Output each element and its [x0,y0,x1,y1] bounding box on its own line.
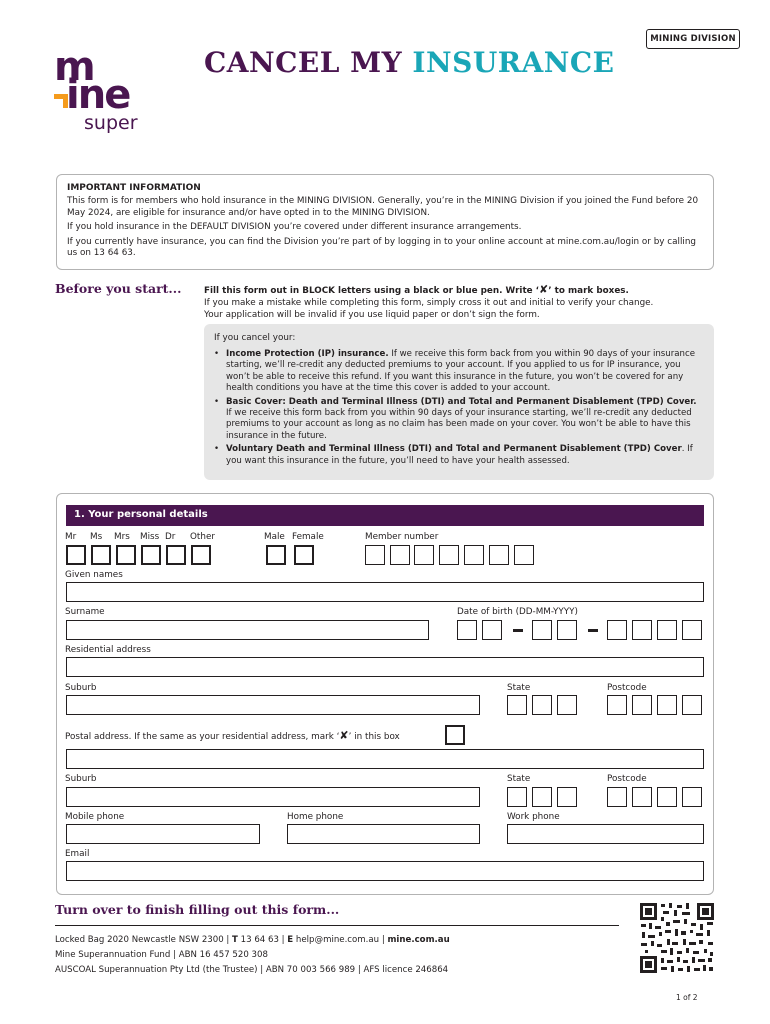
dob-separator-2 [588,629,598,632]
gender-label-female: Female [292,532,324,542]
mobile-phone-field[interactable] [66,824,260,844]
home-phone-label: Home phone [287,812,344,822]
title-label-miss: Miss [140,532,160,542]
dob-year-box-3[interactable] [657,620,677,640]
instruction-line-2: If you make a mistake while completing this form, simply cross it out and initial to verify your change. [204,297,654,308]
title-checkbox-dr[interactable] [166,545,186,565]
important-info-box [56,174,714,270]
residential-address-label: Residential address [65,645,151,655]
res-postcode-box-2[interactable] [632,695,652,715]
home-phone-field[interactable] [287,824,480,844]
res-postcode-box-1[interactable] [607,695,627,715]
title-checkbox-other[interactable] [191,545,211,565]
member-number-box-5[interactable] [464,545,484,565]
title-label-dr: Dr [165,532,176,542]
gender-checkbox-male[interactable] [266,545,286,565]
surname-field[interactable] [66,620,429,640]
gender-label-male: Male [264,532,285,542]
cancel-list [214,349,702,467]
postal-state-box-3[interactable] [557,787,577,807]
cancel-item-basic-cover: • Basic Cover: Death and Terminal Illness (DTI) and Total and Permanent Disablement (TPD) Cover. If we receive this form back from you within 90 days of your insurance starting, we’ll re-credit any deducted premiums to your account as long as no claim has been made on your cover. You won’t be able to have this insurance in the future. [214,397,702,443]
member-number-box-6[interactable] [489,545,509,565]
title-checkbox-mrs[interactable] [116,545,136,565]
before-you-start-heading: Before you start... [55,281,182,296]
footer-fund-line: Mine Superannuation Fund | ABN 16 457 520 308 [55,950,268,960]
res-state-box-2[interactable] [532,695,552,715]
cancel-item-voluntary: • Voluntary Death and Terminal Illness (DTI) and Total and Permanent Disablement (TPD) Cover. If you want this insurance in the future, you’ll need to have your health assessed. [214,444,702,467]
postal-same-checkbox[interactable] [445,725,465,745]
postal-postcode-box-3[interactable] [657,787,677,807]
postal-suburb-label: Suburb [65,774,97,784]
member-number-box-1[interactable] [365,545,385,565]
dob-month-box-2[interactable] [557,620,577,640]
email-field[interactable] [66,861,704,881]
page-number: 1 of 2 [676,993,698,1002]
dob-label: Date of birth (DD-MM-YYYY) [457,607,578,617]
cross-mark-icon: ✘ [539,283,549,296]
dob-year-box-2[interactable] [632,620,652,640]
cancel-item-ip: • Income Protection (IP) insurance. If we receive this form back from you within 90 days of your insurance starting, we’ll re-credit any deducted premiums to your account. If you applied to us for IP insurance, you won’t be able to receive this refund. If you want this insurance in the future, you won’t be covered for any health conditions you have at the time this cover is added to your account. [214,349,702,395]
page-title [204,46,614,79]
title-label-mrs: Mrs [114,532,130,542]
important-paragraph-1: This form is for members who hold insurance in the MINING DIVISION. Generally, you’re in the MINING Division if you joined the Fund before 20 May 2024, are eligible for insurance and/or have opted in to the MINING DIVISION. [67,196,699,218]
given-names-field[interactable] [66,582,704,602]
cancel-lead: If you cancel your: [214,333,296,343]
dob-separator-1 [513,629,523,632]
logo-text-super: super [84,112,138,134]
personal-details-heading: 1. Your personal details [66,505,704,526]
qr-code-icon [639,902,715,974]
cancel-info-box [204,324,714,480]
important-paragraph-2: If you hold insurance in the DEFAULT DIVISION you’re covered under different insurance arrangements. [67,222,522,233]
title-checkbox-mr[interactable] [66,545,86,565]
website-link[interactable]: mine.com.au [387,935,450,945]
res-state-box-1[interactable] [507,695,527,715]
dob-year-box-1[interactable] [607,620,627,640]
dob-month-box-1[interactable] [532,620,552,640]
logo-text-ine: ine [66,72,130,118]
instruction-line-3: Your application will be invalid if you use liquid paper or don’t sign the form. [204,309,540,320]
title-label-other: Other [190,532,215,542]
title-label-ms: Ms [90,532,103,542]
title-part-insurance: INSURANCE [412,46,615,79]
postal-state-label: State [507,774,531,784]
footer-trustee-line: AUSCOAL Superannuation Pty Ltd (the Trustee) | ABN 70 003 566 989 | AFS licence 246864 [55,965,449,975]
member-number-box-7[interactable] [514,545,534,565]
footer-divider [55,925,619,926]
dob-day-box-1[interactable] [457,620,477,640]
res-postcode-label: Postcode [607,683,647,693]
res-postcode-box-3[interactable] [657,695,677,715]
postal-suburb-field[interactable] [66,787,480,807]
division-tag: MINING DIVISION [646,29,740,49]
postal-postcode-box-1[interactable] [607,787,627,807]
cross-mark-icon: ✘ [339,729,349,742]
work-phone-label: Work phone [507,812,560,822]
dob-year-box-4[interactable] [682,620,702,640]
res-suburb-field[interactable] [66,695,480,715]
postal-address-label: Postal address. If the same as your residential address, mark ‘✘’ in this box [65,729,400,742]
postal-postcode-box-4[interactable] [682,787,702,807]
res-postcode-box-4[interactable] [682,695,702,715]
important-heading: IMPORTANT INFORMATION [67,183,201,193]
given-names-label: Given names [65,570,123,580]
res-state-box-3[interactable] [557,695,577,715]
logo-text-m: m [54,44,94,90]
res-suburb-label: Suburb [65,683,97,693]
work-phone-field[interactable] [507,824,704,844]
postal-address-field[interactable] [66,749,704,769]
instructions [204,284,714,321]
member-number-box-4[interactable] [439,545,459,565]
gender-checkbox-female[interactable] [294,545,314,565]
title-part-cancel: CANCEL MY [204,46,413,79]
member-number-label: Member number [365,532,439,542]
postal-postcode-label: Postcode [607,774,647,784]
member-number-box-2[interactable] [390,545,410,565]
email-label: Email [65,849,90,859]
mine-super-logo [54,44,164,142]
turn-over-heading: Turn over to finish filling out this form... [55,902,340,917]
title-checkbox-miss[interactable] [141,545,161,565]
title-label-mr: Mr [65,532,77,542]
residential-address-field[interactable] [66,657,704,677]
footer-contact-line: Locked Bag 2020 Newcastle NSW 2300 | T 13 64 63 | E help@mine.com.au | mine.com.au [55,935,450,945]
postal-state-box-2[interactable] [532,787,552,807]
instruction-line-1: Fill this form out in BLOCK letters using a black or blue pen. Write ‘✘’ to mark boxes. [204,283,629,296]
member-number-box-3[interactable] [414,545,434,565]
postal-postcode-box-2[interactable] [632,787,652,807]
surname-label: Surname [65,607,105,617]
important-paragraph-3: If you currently have insurance, you can find the Division you’re part of by logging in to your online account at mine.com.au/login or by calling us on 13 64 63. [67,236,696,259]
title-checkbox-ms[interactable] [91,545,111,565]
mobile-phone-label: Mobile phone [65,812,125,822]
dob-day-box-2[interactable] [482,620,502,640]
postal-state-box-1[interactable] [507,787,527,807]
res-state-label: State [507,683,531,693]
